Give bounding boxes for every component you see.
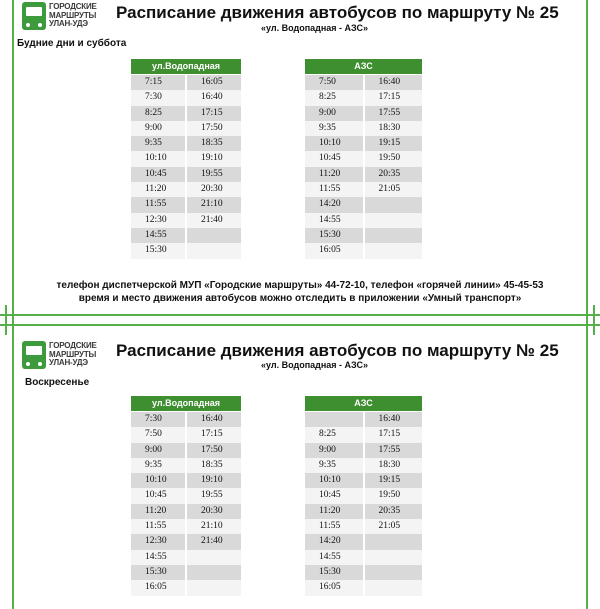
departure-time: 9:00 — [131, 443, 185, 458]
frame-left-bottom — [12, 305, 14, 609]
departure-time: 10:45 — [131, 488, 185, 503]
departure-time — [185, 565, 241, 580]
table-row — [131, 580, 241, 595]
departure-time — [363, 243, 423, 258]
departure-time: 8:25 — [131, 106, 185, 121]
departure-time: 16:05 — [305, 580, 363, 595]
table-row — [131, 473, 241, 488]
table-row — [305, 565, 422, 580]
departure-time: 18:35 — [185, 136, 241, 151]
departure-time: 9:35 — [305, 121, 363, 136]
departure-time — [363, 580, 423, 595]
departure-time: 14:55 — [131, 228, 185, 243]
departure-time: 11:20 — [131, 504, 185, 519]
table-header: ул.Водопадная — [131, 396, 241, 412]
departure-time: 21:05 — [363, 519, 423, 534]
departure-time: 8:25 — [305, 427, 363, 442]
departure-time: 21:05 — [363, 182, 423, 197]
frame-corner-left-v — [5, 305, 7, 335]
departure-time: 18:35 — [185, 458, 241, 473]
departure-time: 10:10 — [305, 473, 363, 488]
table-row — [131, 519, 241, 534]
departure-time: 19:55 — [185, 167, 241, 182]
departure-time: 10:10 — [131, 151, 185, 166]
departure-time: 12:30 — [131, 534, 185, 549]
table-row — [305, 228, 422, 243]
departure-time: 15:30 — [305, 228, 363, 243]
departure-time: 15:30 — [305, 565, 363, 580]
departure-time — [185, 243, 241, 258]
departure-time: 10:10 — [305, 136, 363, 151]
table-header: АЗС — [305, 396, 422, 412]
departure-time: 20:35 — [363, 504, 423, 519]
table-row — [131, 121, 241, 136]
departure-time: 11:55 — [305, 182, 363, 197]
departure-time — [185, 580, 241, 595]
info-phones: телефон диспетчерской МУП «Городские маршруты» 44-72-10, телефон «горячей линии» 45-45-53 — [56, 280, 544, 291]
departure-time: 7:15 — [131, 75, 185, 90]
table-row — [131, 488, 241, 503]
departure-time — [363, 550, 423, 565]
departure-time: 16:40 — [363, 75, 423, 90]
bus-icon — [22, 341, 46, 369]
table-row — [305, 458, 422, 473]
departure-time: 16:05 — [305, 243, 363, 258]
table-row — [305, 519, 422, 534]
departure-time: 17:50 — [185, 443, 241, 458]
logo — [22, 341, 124, 369]
departure-time — [363, 197, 423, 212]
table-row — [131, 243, 241, 258]
departure-time: 10:45 — [305, 488, 363, 503]
departure-time: 17:55 — [363, 106, 423, 121]
departure-time: 7:30 — [131, 90, 185, 105]
table-row — [305, 427, 422, 442]
departure-time: 19:50 — [363, 151, 423, 166]
logo — [22, 2, 124, 30]
table-header: ул.Водопадная — [131, 59, 241, 75]
departure-time: 14:20 — [305, 534, 363, 549]
departure-time: 9:35 — [131, 458, 185, 473]
info-app: время и место движения автобусов можно отследить в приложении «Умный транспорт» — [78, 293, 522, 304]
table-row — [131, 136, 241, 151]
table-row — [305, 412, 422, 427]
table-row — [305, 213, 422, 228]
departure-time: 17:15 — [185, 427, 241, 442]
table-row — [131, 458, 241, 473]
table-row — [131, 197, 241, 212]
departure-time: 12:30 — [131, 213, 185, 228]
table-row — [131, 443, 241, 458]
table-row — [131, 182, 241, 197]
logo-text: ГОРОДСКИЕ МАРШРУТЫ УЛАН-УДЭ — [49, 2, 97, 28]
departure-time: 16:40 — [363, 412, 423, 427]
table-row — [131, 412, 241, 427]
departure-time: 21:40 — [185, 213, 241, 228]
table-row — [305, 473, 422, 488]
departure-time — [363, 213, 423, 228]
table-row — [305, 90, 422, 105]
departure-time: 20:30 — [185, 182, 241, 197]
departure-time: 8:25 — [305, 90, 363, 105]
table-row — [305, 182, 422, 197]
departure-time: 19:10 — [185, 473, 241, 488]
departure-time: 18:30 — [363, 458, 423, 473]
departure-time: 14:55 — [131, 550, 185, 565]
departure-time: 9:35 — [131, 136, 185, 151]
table-row — [131, 504, 241, 519]
departure-time: 19:50 — [363, 488, 423, 503]
route-subtitle: «ул. Водопадная - АЗС» — [261, 360, 368, 370]
departure-time — [363, 565, 423, 580]
table-row — [131, 167, 241, 182]
departure-time — [363, 534, 423, 549]
table-row — [131, 213, 241, 228]
table-row — [305, 243, 422, 258]
table-row — [305, 580, 422, 595]
frame-divider-2 — [0, 324, 600, 326]
departure-time: 17:15 — [363, 90, 423, 105]
departure-time: 14:55 — [305, 213, 363, 228]
departure-time: 7:50 — [305, 75, 363, 90]
table-header: АЗС — [305, 59, 422, 75]
departure-time: 19:15 — [363, 473, 423, 488]
departure-time: 10:10 — [131, 473, 185, 488]
departure-time: 10:45 — [305, 151, 363, 166]
departure-time — [185, 550, 241, 565]
schedule-table-vodopadnaya — [131, 59, 241, 259]
departure-time: 7:30 — [131, 412, 185, 427]
departure-time: 9:00 — [305, 106, 363, 121]
departure-time: 17:15 — [185, 106, 241, 121]
departure-time: 11:20 — [305, 504, 363, 519]
table-row — [305, 197, 422, 212]
departure-time: 19:55 — [185, 488, 241, 503]
departure-time: 18:30 — [363, 121, 423, 136]
departure-time: 11:20 — [305, 167, 363, 182]
departure-time: 21:10 — [185, 197, 241, 212]
page-title: Расписание движения автобусов по маршруту № 25 — [116, 341, 559, 360]
frame-corner-right-v — [593, 305, 595, 335]
table-row — [131, 228, 241, 243]
departure-time: 11:55 — [131, 197, 185, 212]
departure-time: 9:35 — [305, 458, 363, 473]
departure-time: 17:15 — [363, 427, 423, 442]
departure-time: 17:55 — [363, 443, 423, 458]
schedule-table-azs — [305, 396, 422, 596]
page-title: Расписание движения автобусов по маршруту № 25 — [116, 3, 559, 22]
departure-time: 19:15 — [363, 136, 423, 151]
frame-right-bottom — [586, 305, 588, 609]
departure-time: 14:55 — [305, 550, 363, 565]
table-row — [305, 443, 422, 458]
departure-time — [305, 412, 363, 427]
departure-time: 16:40 — [185, 90, 241, 105]
departure-time: 21:40 — [185, 534, 241, 549]
table-row — [131, 427, 241, 442]
table-row — [131, 534, 241, 549]
schedule-table-vodopadnaya — [131, 396, 241, 596]
departure-time: 9:00 — [305, 443, 363, 458]
table-row — [305, 550, 422, 565]
departure-time: 11:55 — [131, 519, 185, 534]
departure-time: 15:30 — [131, 243, 185, 258]
departure-time: 11:20 — [131, 182, 185, 197]
table-row — [305, 136, 422, 151]
departure-time: 9:00 — [131, 121, 185, 136]
table-row — [131, 151, 241, 166]
route-subtitle: «ул. Водопадная - АЗС» — [261, 23, 368, 33]
table-row — [305, 167, 422, 182]
departure-time: 20:30 — [185, 504, 241, 519]
departure-time: 16:40 — [185, 412, 241, 427]
table-row — [305, 121, 422, 136]
table-row — [131, 565, 241, 580]
table-row — [131, 90, 241, 105]
departure-time: 14:20 — [305, 197, 363, 212]
day-type-label: Воскресенье — [25, 377, 90, 388]
departure-time: 20:35 — [363, 167, 423, 182]
departure-time: 11:55 — [305, 519, 363, 534]
departure-time: 17:50 — [185, 121, 241, 136]
departure-time: 15:30 — [131, 565, 185, 580]
table-row — [305, 151, 422, 166]
logo-text: ГОРОДСКИЕ МАРШРУТЫ УЛАН-УДЭ — [49, 341, 97, 367]
frame-divider-1 — [0, 314, 600, 316]
table-row — [305, 106, 422, 121]
table-row — [131, 75, 241, 90]
table-row — [131, 106, 241, 121]
departure-time — [185, 228, 241, 243]
bus-icon — [22, 2, 46, 30]
departure-time: 16:05 — [185, 75, 241, 90]
table-row — [305, 488, 422, 503]
departure-time: 10:45 — [131, 167, 185, 182]
table-row — [305, 504, 422, 519]
schedule-table-azs — [305, 59, 422, 259]
departure-time: 16:05 — [131, 580, 185, 595]
departure-time — [363, 228, 423, 243]
day-type-label: Будние дни и суббота — [17, 38, 127, 49]
departure-time: 21:10 — [185, 519, 241, 534]
table-row — [305, 534, 422, 549]
table-row — [131, 550, 241, 565]
table-row — [305, 75, 422, 90]
departure-time: 19:10 — [185, 151, 241, 166]
departure-time: 7:50 — [131, 427, 185, 442]
